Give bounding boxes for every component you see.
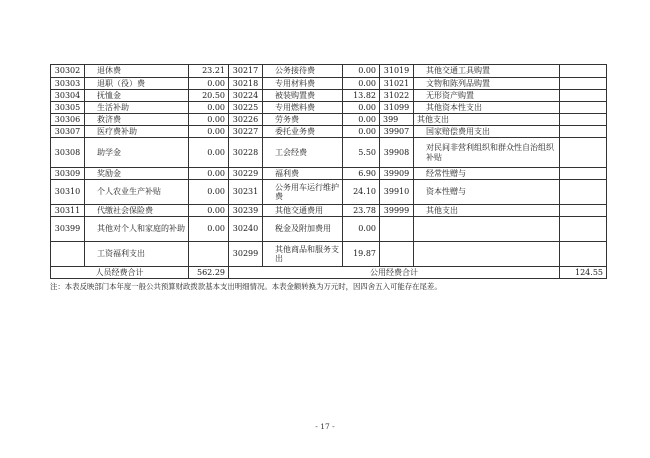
empty-cell (560, 180, 607, 205)
econ-code (380, 217, 414, 242)
item-name: 其他资本性支出 (414, 102, 560, 114)
item-amount: 0.00 (343, 114, 380, 126)
econ-code: 30304 (51, 90, 85, 102)
econ-code (51, 242, 85, 267)
item-name: 工会经费 (263, 138, 343, 168)
item-name: 文物和陈列品购置 (414, 78, 560, 90)
item-amount: 0.00 (343, 102, 380, 114)
item-name: 个人农业生产补贴 (85, 180, 189, 205)
item-name: 无形资产购置 (414, 90, 560, 102)
econ-code: 30310 (51, 180, 85, 205)
item-name: 奖励金 (85, 168, 189, 180)
public-total-value: 124.55 (560, 267, 607, 279)
item-name (414, 217, 560, 242)
item-amount: 0.00 (189, 217, 229, 242)
empty-cell (560, 126, 607, 138)
item-amount: 0.00 (189, 205, 229, 217)
item-name: 劳务费 (263, 114, 343, 126)
item-amount: 23.78 (343, 205, 380, 217)
empty-cell (560, 168, 607, 180)
econ-code: 39909 (380, 168, 414, 180)
item-name: 其他交通工具购置 (414, 65, 560, 78)
econ-code: 30311 (51, 205, 85, 217)
table-row (51, 65, 607, 78)
econ-code: 30224 (229, 90, 263, 102)
econ-code: 30305 (51, 102, 85, 114)
table-row (51, 205, 607, 217)
table-row (51, 168, 607, 180)
item-amount: 0.00 (189, 138, 229, 168)
econ-code: 399 (380, 114, 414, 126)
table-row (51, 78, 607, 90)
item-name (414, 242, 560, 267)
econ-code: 30306 (51, 114, 85, 126)
item-name: 其他商品和服务支出 (263, 242, 343, 267)
empty-cell (560, 138, 607, 168)
econ-code: 30228 (229, 138, 263, 168)
econ-code: 30227 (229, 126, 263, 138)
item-name: 资本性赠与 (414, 180, 560, 205)
empty-cell (560, 242, 607, 267)
item-name: 工资福利支出 (85, 242, 189, 267)
item-name: 对民间非营利组织和群众性自治组织补贴 (414, 138, 560, 168)
item-amount: 23.21 (189, 65, 229, 78)
econ-code: 39907 (380, 126, 414, 138)
item-amount: 0.00 (189, 114, 229, 126)
econ-code: 30308 (51, 138, 85, 168)
public-total-label: 公用经费合计 (229, 267, 560, 279)
item-amount: 0.00 (189, 180, 229, 205)
econ-code: 30309 (51, 168, 85, 180)
empty-cell (560, 65, 607, 78)
econ-code: 30240 (229, 217, 263, 242)
item-amount (189, 242, 229, 267)
item-name: 专用燃料费 (263, 102, 343, 114)
table-footnote: 注：本表反映部门本年度一般公共预算财政拨款基本支出明细情况。本表金额转换为万元时，因四舍五入可能存在尾差。 (50, 282, 442, 291)
empty-cell (560, 205, 607, 217)
econ-code: 30399 (51, 217, 85, 242)
item-name: 抚恤金 (85, 90, 189, 102)
econ-code: 39910 (380, 180, 414, 205)
econ-code: 30217 (229, 65, 263, 78)
item-amount: 0.00 (343, 217, 380, 242)
item-amount: 6.90 (343, 168, 380, 180)
totals-row (51, 267, 607, 279)
econ-code: 30231 (229, 180, 263, 205)
item-name: 助学金 (85, 138, 189, 168)
personnel-total-label: 人员经费合计 (51, 267, 189, 279)
page-number: - 17 - (315, 422, 335, 431)
econ-code: 39999 (380, 205, 414, 217)
table-row (51, 217, 607, 242)
table-row (51, 138, 607, 168)
econ-code: 30225 (229, 102, 263, 114)
table-row (51, 90, 607, 102)
item-amount: 0.00 (189, 78, 229, 90)
item-name: 其他交通费用 (263, 205, 343, 217)
empty-cell (560, 114, 607, 126)
item-name: 公务接待费 (263, 65, 343, 78)
table-row (51, 102, 607, 114)
item-name: 其他对个人和家庭的补助 (85, 217, 189, 242)
table-row (51, 126, 607, 138)
item-name: 公务用车运行维护费 (263, 180, 343, 205)
econ-code: 30303 (51, 78, 85, 90)
item-name: 生活补助 (85, 102, 189, 114)
item-name: 福利费 (263, 168, 343, 180)
item-name: 代缴社会保险费 (85, 205, 189, 217)
item-amount: 13.82 (343, 90, 380, 102)
empty-cell (560, 90, 607, 102)
item-name: 其他支出 (414, 114, 560, 126)
econ-code: 30218 (229, 78, 263, 90)
item-name: 退职（役）费 (85, 78, 189, 90)
item-amount: 0.00 (343, 65, 380, 78)
econ-code: 30299 (229, 242, 263, 267)
item-amount: 0.00 (189, 168, 229, 180)
item-name: 经常性赠与 (414, 168, 560, 180)
econ-code: 31021 (380, 78, 414, 90)
item-name: 其他支出 (414, 205, 560, 217)
econ-code: 30229 (229, 168, 263, 180)
expenditure-detail-table (50, 64, 607, 279)
item-name: 医疗费补助 (85, 126, 189, 138)
econ-code (380, 242, 414, 267)
item-amount: 5.50 (343, 138, 380, 168)
empty-cell (560, 102, 607, 114)
table-row (51, 180, 607, 205)
item-amount: 0.00 (189, 102, 229, 114)
empty-cell (560, 78, 607, 90)
item-name: 国家赔偿费用支出 (414, 126, 560, 138)
econ-code: 30302 (51, 65, 85, 78)
econ-code: 30226 (229, 114, 263, 126)
item-amount: 0.00 (343, 78, 380, 90)
item-name: 税金及附加费用 (263, 217, 343, 242)
econ-code: 31022 (380, 90, 414, 102)
item-amount: 0.00 (189, 126, 229, 138)
table-row (51, 114, 607, 126)
item-name: 被装购置费 (263, 90, 343, 102)
item-amount: 24.10 (343, 180, 380, 205)
item-amount: 20.50 (189, 90, 229, 102)
item-name: 专用材料费 (263, 78, 343, 90)
econ-code: 30239 (229, 205, 263, 217)
item-name: 委托业务费 (263, 126, 343, 138)
item-amount: 0.00 (343, 126, 380, 138)
personnel-total-value: 562.29 (189, 267, 229, 279)
empty-cell (560, 217, 607, 242)
econ-code: 39908 (380, 138, 414, 168)
item-name: 救济费 (85, 114, 189, 126)
econ-code: 31099 (380, 102, 414, 114)
item-name: 退休费 (85, 65, 189, 78)
table-row (51, 242, 607, 267)
econ-code: 30307 (51, 126, 85, 138)
item-amount: 19.87 (343, 242, 380, 267)
econ-code: 31019 (380, 65, 414, 78)
